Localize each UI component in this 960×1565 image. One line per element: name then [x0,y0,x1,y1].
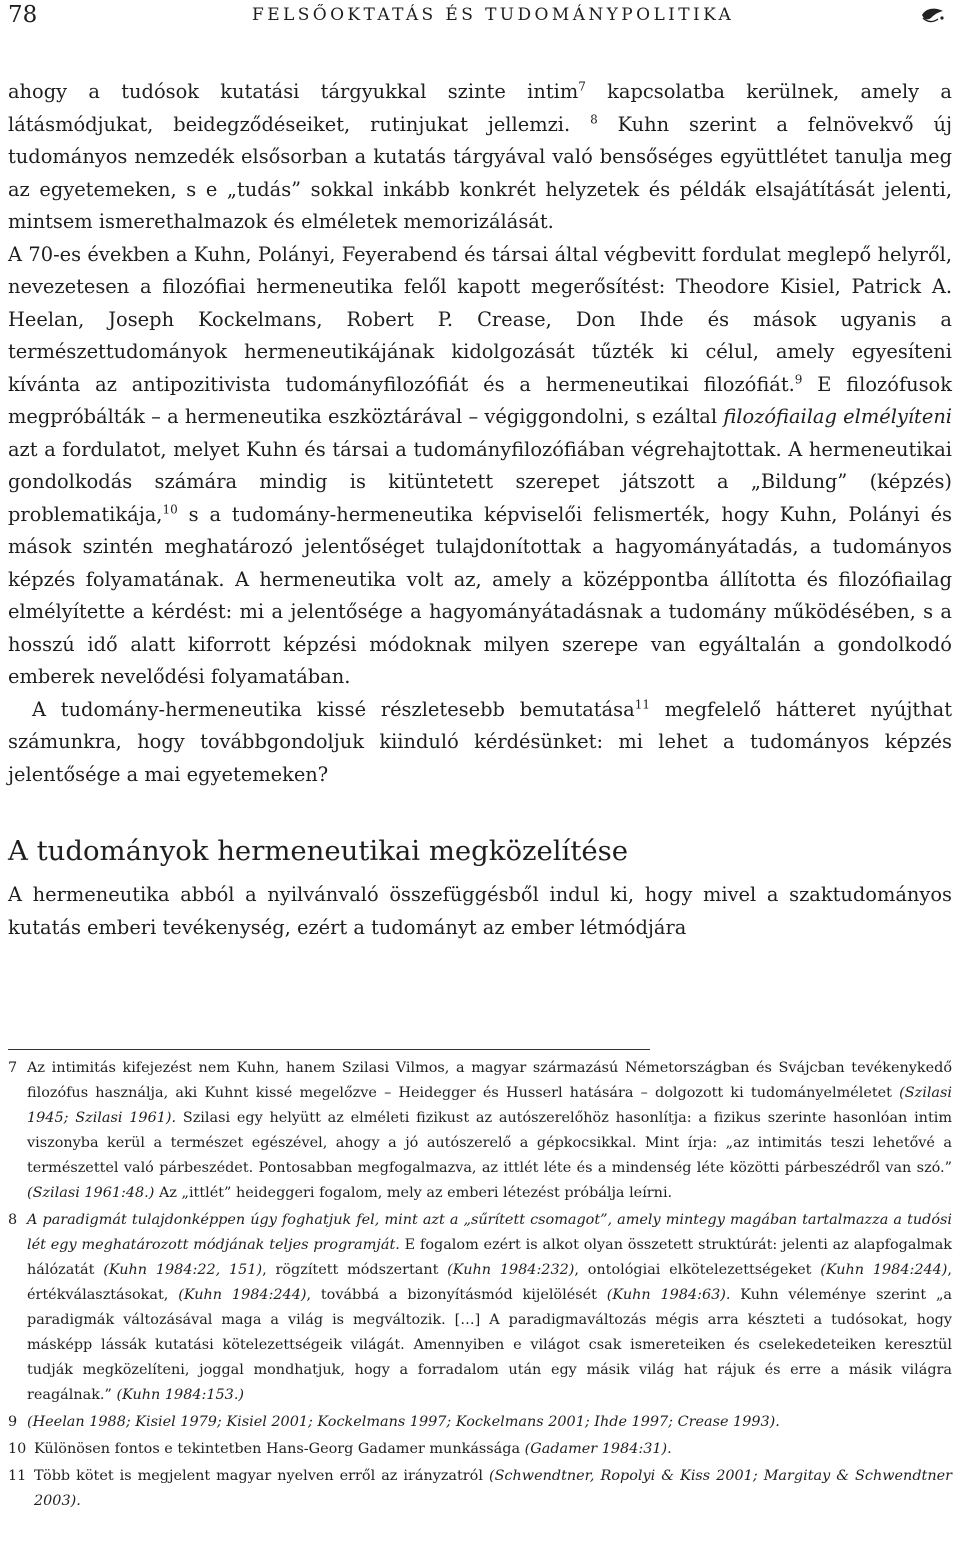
footnote-11: 11 Több kötet is megjelent magyar nyelven erről az irányzatról (Schwendtner, Ropolyi & Kiss 2001; Margitay & Schwendtner 2003). [8,1464,952,1514]
leaf-flourish-icon [920,6,946,28]
paragraph: A hermeneutika abból a nyilvánvaló összefüggésből indul ki, hogy mivel a szaktudományos kutatás emberi tevékenység, ezért a tudományt az ember létmódjára [8,883,952,939]
footnotes [8,1056,952,1514]
footnote-9: 9 (Heelan 1988; Kisiel 1979; Kisiel 2001; Kockelmans 1997; Kockelmans 2001; Ihde 1997; Crease 1993). [8,1410,952,1435]
footnote-number: 8 [8,1212,18,1228]
footnote-number: 9 [8,1414,18,1430]
footnote-number: 7 [8,1060,18,1076]
footnote-number: 11 [8,1468,27,1484]
page-number: 78 [8,2,38,28]
footnote-number: 10 [8,1441,27,1457]
footnote-divider [8,1049,650,1050]
footnote-10: 10 Különösen fontos e tekintetben Hans-Georg Gadamer munkássága (Gadamer 1984:31). [8,1437,952,1462]
footnote-ref[interactable]: 8 [590,112,598,127]
main-text [8,76,952,944]
paragraph: ahogy a tudósok kutatási tárgyukkal szinte intim$^7$ kapcsolatba kerülnek, amely a látásmódjukat, beidegződéseiket, rutinjukat jellemzi. $^8$ Kuhn szerint a felnövekvő új tudományos nemzedék elsősorban a kutatás tárgyával való bensőséges együttlétet tanulja meg az egyetemeken, s e „tudás” sokkal inkább konkrét helyzetek és példák elsajátítását jelenti, mintsem ismerethalmazok és elméletek memorizálását. [8,79,952,233]
footnote-ref[interactable]: 11 [634,697,650,712]
paragraph: A tudomány-hermeneutika kissé részletesebb bemutatása$^{11}$ megfelelő hátteret nyújthat számunkra, hogy továbbgondoljuk kiinduló kérdésünket: mi lehet a tudományos képzés jelentősége a mai egyetemeken? [8,697,952,786]
section-heading: A tudományok hermeneutikai megközelítése [8,835,629,867]
running-head: FELSŐOKTATÁS ÉS TUDOMÁNYPOLITIKA [252,5,735,25]
footnote-ref[interactable]: 7 [578,79,586,94]
footnote-ref[interactable]: 10 [162,502,178,517]
footnote-8: 8 A paradigmát tulajdonképpen úgy foghatjuk fel, mint azt a „sűrített csomagot”, amely mintegy magában tartalmazza a tudósi lét egy meghatározott módjának teljes programját. E fogalom ezért is alkot olyan összetett struktúrát: jelenti az alapfogalmak hálózatát (Kuhn 1984:22, 151), rögzített módszertant (Kuhn 1984:232), ontológiai elkötelezettségeket (Kuhn 1984:244), értékválasztásokat, (Kuhn 1984:244), továbbá a bizonyításmód kijelölését (Kuhn 1984:63). Kuhn véleménye szerint „a paradigmák változásával maga a világ is megváltozik. […] A paradigmaváltozás mégis arra készteti a tudósokat, hogy másképp lássák kutatási kötelezettségeik világát. Amennyiben e világot csak ismereteiken és cselekedeteiken keresztül tudják megközelíteni, joggal mondhatjuk, hogy a forradalom után egy másik világ hat rájuk és erre a másik világra reagálnak.” (Kuhn 1984:153.) [8,1208,952,1408]
footnote-ref[interactable]: 9 [794,372,803,387]
page-header [8,0,952,34]
footnote-7: 7 Az intimitás kifejezést nem Kuhn, hanem Szilasi Vilmos, a magyar származású Németországban és Svájcban tevékenykedő filozófus használja, aki Kuhnt kissé megelőzve – Heidegger és Husserl hatására – dolgozott ki tudományelméletet (Szilasi 1945; Szilasi 1961). Szilasi egy helyütt az elméleti fizikust az autószerelőhöz hasonlítja: a fizikus szerinte hasonlóan intim viszonyba kerül a természet egészével, ahogy a jó autószerelő a gépkocsikkal. Mint írja: „az intimitás teszi lehetővé a természettel való párbeszédet. Pontosabban megfogalmazva, az ittlét léte és a mindenség léte közötti párbeszédről van szó.” (Szilasi 1961:48.) Az „ittlét” heideggeri fogalom, mely az emberi létezést próbálja leírni. [8,1056,952,1206]
emphasis: filozófiailag elmélyíteni [723,405,953,428]
paragraph: A 70-es években a Kuhn, Polányi, Feyerabend és társai által végbevitt fordulat meglepő helyről, nevezetesen a filozófiai hermeneutika felől kapott megerősítést: Theodore Kisiel, Patrick A. Heelan, Joseph Kockelmans, Robert P. Crease, Don Ihde és mások ugyanis a természettudományok hermeneutikájának kidolgozását tűzték ki célul, amely egyesíteni kívánta az antipozitivista tudományfilozófiát és a hermeneutikai filozófiát.$^9$ E filozófusok megpróbálták – a hermeneutika eszköztárával – végiggondolni, s ezáltal filozófiailag elmélyíteni azt a fordulatot, melyet Kuhn és társai a tudományfilozófiában végrehajtottak. A hermeneutikai gondolkodás számára mindig is kitüntetett szerepet játszott a „Bildung” (képzés) problematikája,$^{10}$ s a tudomány-hermeneutika képviselői felismerték, hogy Kuhn, Polányi és mások szintén meghatározó jelentőséget tulajdonítottak a hagyományátadás, a tudományos képzés folyamatának. A hermeneutika volt az, amely a középpontba állította és filozófiailag elmélyítette a kérdést: mi a jelentősége a hagyományátadásnak a tudomány működésében, s a hosszú idő alatt kiforrott képzési módoknak milyen szerepe van egyáltalán a gondolkodó emberek nevelődési folyamatában. [8,242,953,688]
